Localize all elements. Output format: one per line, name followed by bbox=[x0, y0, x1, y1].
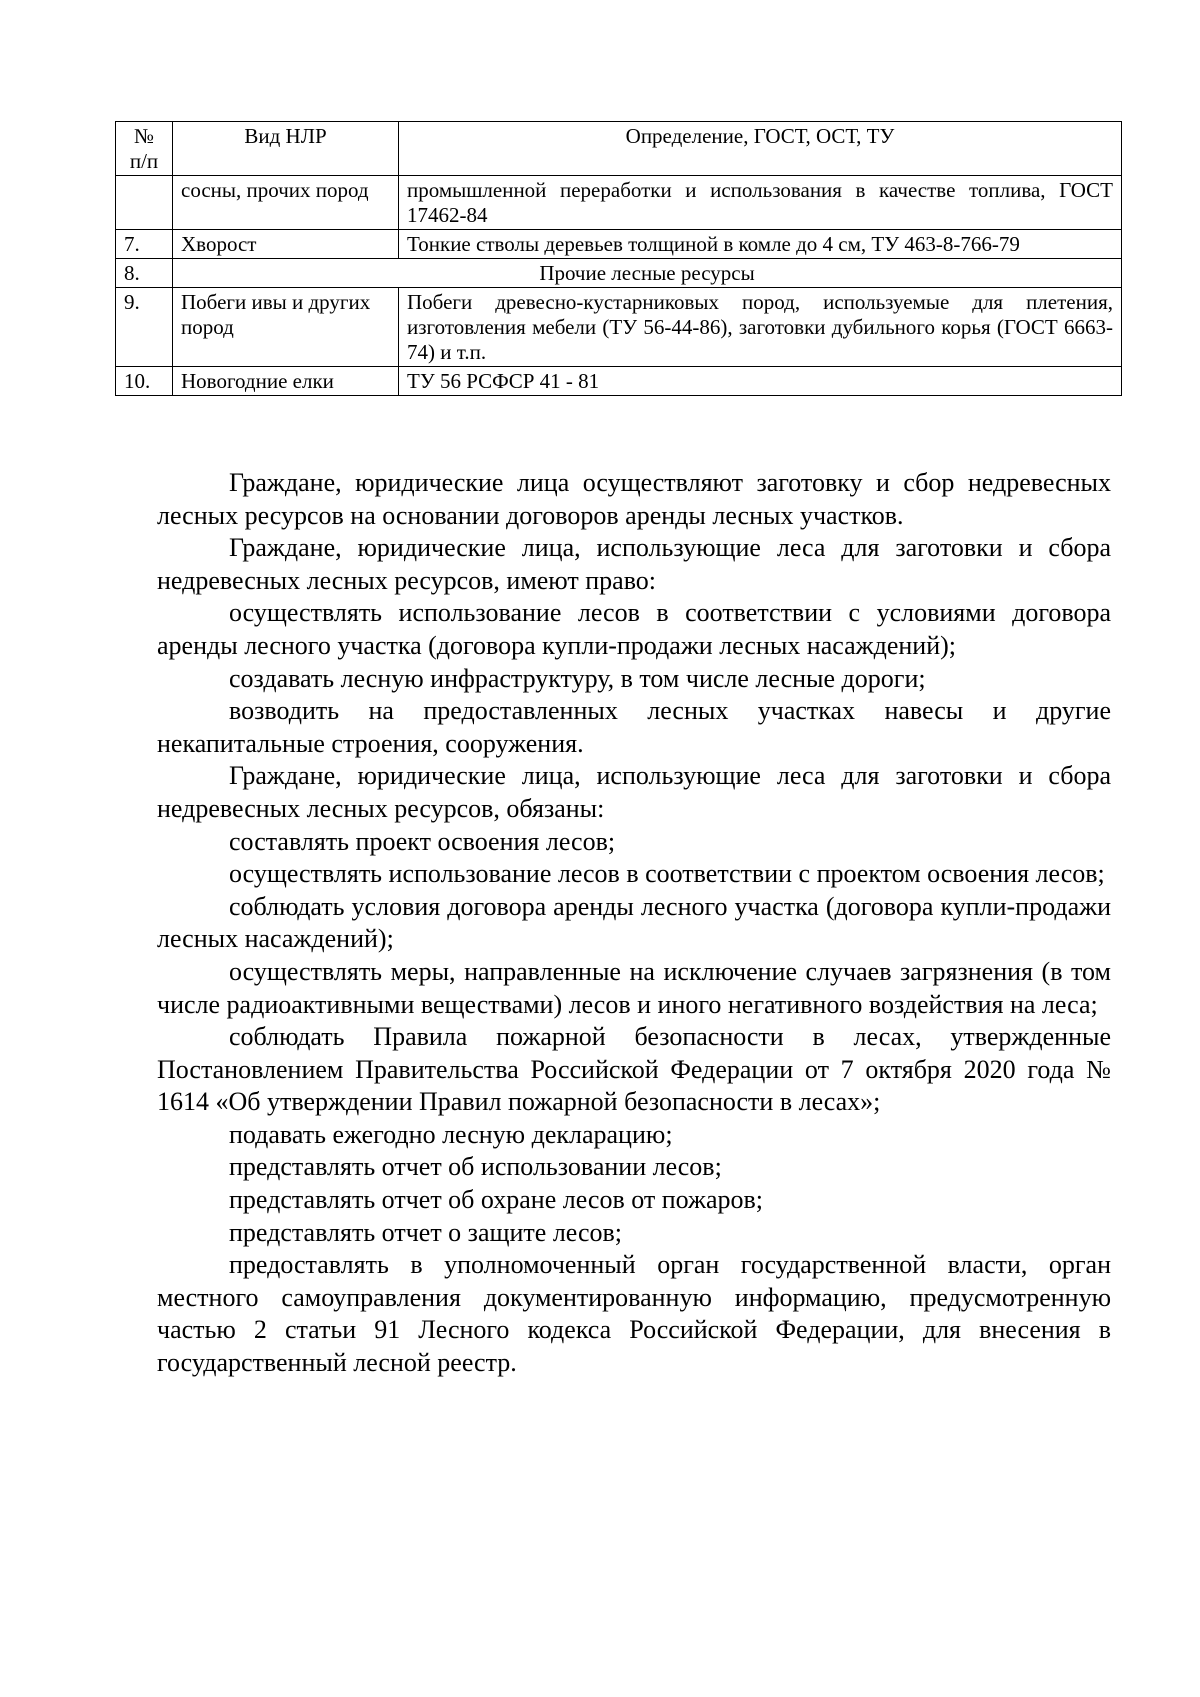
paragraph: осуществлять использование лесов в соответствии с проектом освоения лесов; bbox=[229, 859, 1105, 889]
row-num: 10. bbox=[116, 367, 173, 396]
row-num: 8. bbox=[116, 259, 173, 288]
paragraph: составлять проект освоения лесов; bbox=[229, 826, 616, 856]
table-row bbox=[116, 288, 1122, 367]
table-row bbox=[116, 176, 1122, 230]
nlr-table bbox=[115, 121, 1122, 396]
row-definition: Тонкие стволы деревьев толщиной в комле до 4 см, ТУ 463-8-766-79 bbox=[399, 230, 1122, 259]
row-type: Новогодние елки bbox=[173, 367, 399, 396]
paragraph: осуществлять использование лесов в соответствии с условиями договора аренды лесного участка (договора купли-продажи лесных насаждений); bbox=[157, 598, 1111, 660]
header-num: № п/п bbox=[116, 122, 173, 176]
paragraph: Граждане, юридические лица осуществляют заготовку и сбор недревесных лесных ресурсов на основании договоров аренды лесных участков. bbox=[157, 468, 1111, 530]
row-definition: промышленной переработки и использования в качестве топлива, ГОСТ 17462-84 bbox=[399, 176, 1122, 230]
table-section-row bbox=[116, 259, 1122, 288]
paragraph: представлять отчет о защите лесов; bbox=[229, 1217, 623, 1247]
paragraph: представлять отчет об охране лесов от пожаров; bbox=[229, 1185, 764, 1215]
paragraph: осуществлять меры, направленные на исключение случаев загрязнения (в том числе радиоактивными веществами) лесов и иного негативного воздействия на леса; bbox=[157, 956, 1111, 1019]
paragraph: Граждане, юридические лица, использующие леса для заготовки и сбора недревесных лесных ресурсов, обязаны: bbox=[157, 761, 1111, 823]
row-type: сосны, прочих пород bbox=[173, 176, 399, 230]
paragraph: соблюдать условия договора аренды лесного участка (договора купли-продажи лесных насаждений); bbox=[157, 891, 1111, 954]
row-type: Хворост bbox=[173, 230, 399, 259]
row-definition: ТУ 56 РСФСР 41 - 81 bbox=[399, 367, 1122, 396]
paragraph: подавать ежегодно лесную декларацию; bbox=[229, 1119, 673, 1149]
table-row bbox=[116, 230, 1122, 259]
header-definition: Определение, ГОСТ, ОСТ, ТУ bbox=[399, 122, 1122, 176]
table-row bbox=[116, 367, 1122, 396]
row-num: 9. bbox=[116, 288, 173, 367]
row-num: 7. bbox=[116, 230, 173, 259]
row-definition: Побеги древесно-кустарниковых пород, используемые для плетения, изготовления мебели (ТУ 56-44-86), заготовки дубильного корья (ГОСТ 6663-74) и т.п. bbox=[399, 288, 1122, 367]
table-header-row bbox=[116, 122, 1122, 176]
paragraph: представлять отчет об использовании лесов; bbox=[229, 1152, 722, 1182]
paragraph: Граждане, юридические лица, использующие леса для заготовки и сбора недревесных лесных ресурсов, имеют право: bbox=[157, 533, 1111, 595]
paragraph: предоставлять в уполномоченный орган государственной власти, орган местного самоуправления документированную информацию, предусмотренную частью 2 статьи 91 Лесного кодекса Российской Федерации, для внесения в государственный лесной реестр. bbox=[157, 1250, 1111, 1378]
row-type: Побеги ивы и других пород bbox=[173, 288, 399, 367]
paragraph: соблюдать Правила пожарной безопасности в лесах, утвержденные Постановлением Правительства Российской Федерации от 7 октября 2020 года № 1614 «Об утверждении Правил пожарной безопасности в лесах»; bbox=[157, 1022, 1111, 1117]
row-num bbox=[116, 176, 173, 230]
body-text bbox=[157, 467, 1111, 1380]
paragraph: возводить на предоставленных лесных участках навесы и другие некапитальные строения, сооружения. bbox=[157, 696, 1111, 758]
section-title: Прочие лесные ресурсы bbox=[173, 259, 1122, 288]
paragraph: создавать лесную инфраструктуру, в том числе лесные дороги; bbox=[229, 663, 926, 693]
header-type: Вид НЛР bbox=[173, 122, 399, 176]
